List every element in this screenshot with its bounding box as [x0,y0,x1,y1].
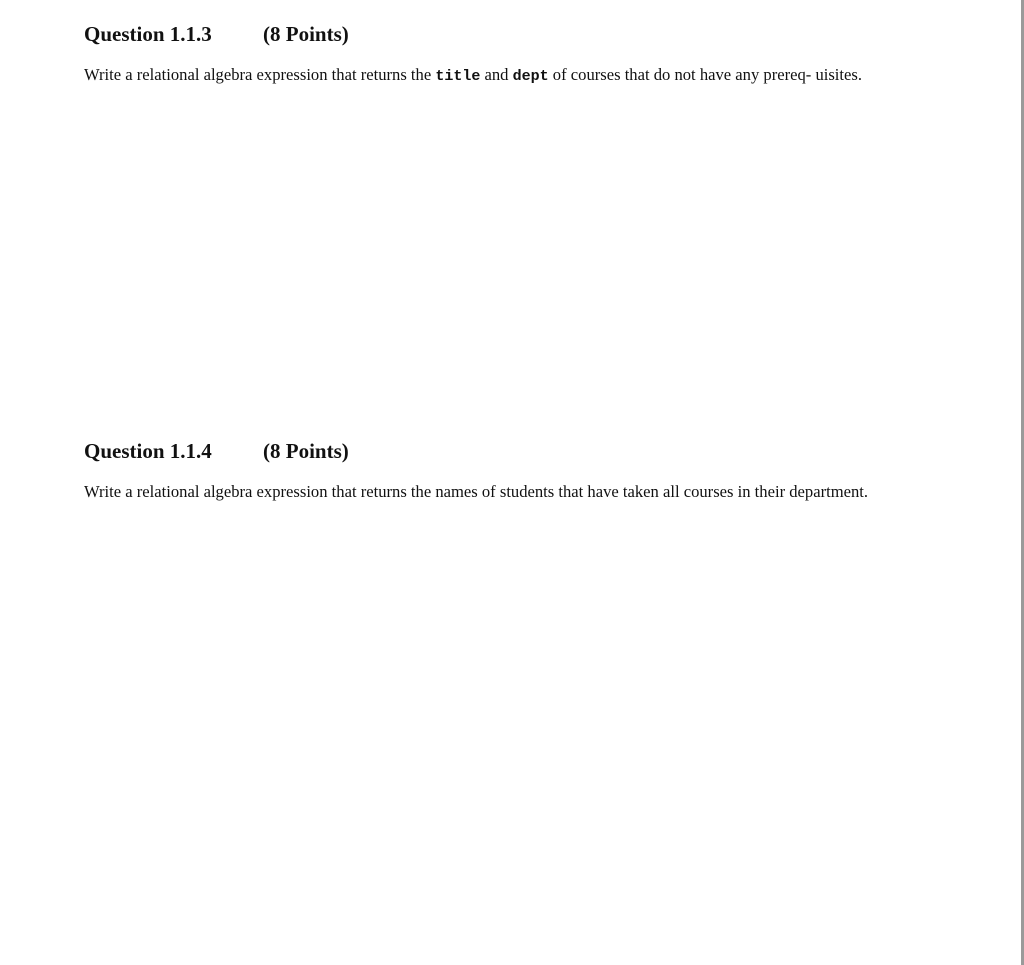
question-heading [84,20,924,50]
question-number: Question 1.1.4 [84,439,212,463]
question-text-part: Write a relational algebra expression that returns the [84,65,436,84]
answer-space [84,502,924,802]
question-text-part: and [480,65,513,84]
question-1-1-4 [84,437,924,802]
question-text: Write a relational algebra expression that returns the names of students that have taken all courses in their department. [84,482,869,501]
question-1-1-3 [84,20,924,387]
answer-space [84,87,924,387]
attribute-title: title [435,68,481,85]
attribute-dept: dept [512,68,549,85]
question-text-part: of courses that do not have any prereq- uisites. [548,65,863,84]
question-number: Question 1.1.3 [84,22,212,46]
question-points: (8 Points) [263,439,349,463]
question-points: (8 Points) [263,22,349,46]
question-text [84,64,924,87]
question-heading [84,437,924,467]
